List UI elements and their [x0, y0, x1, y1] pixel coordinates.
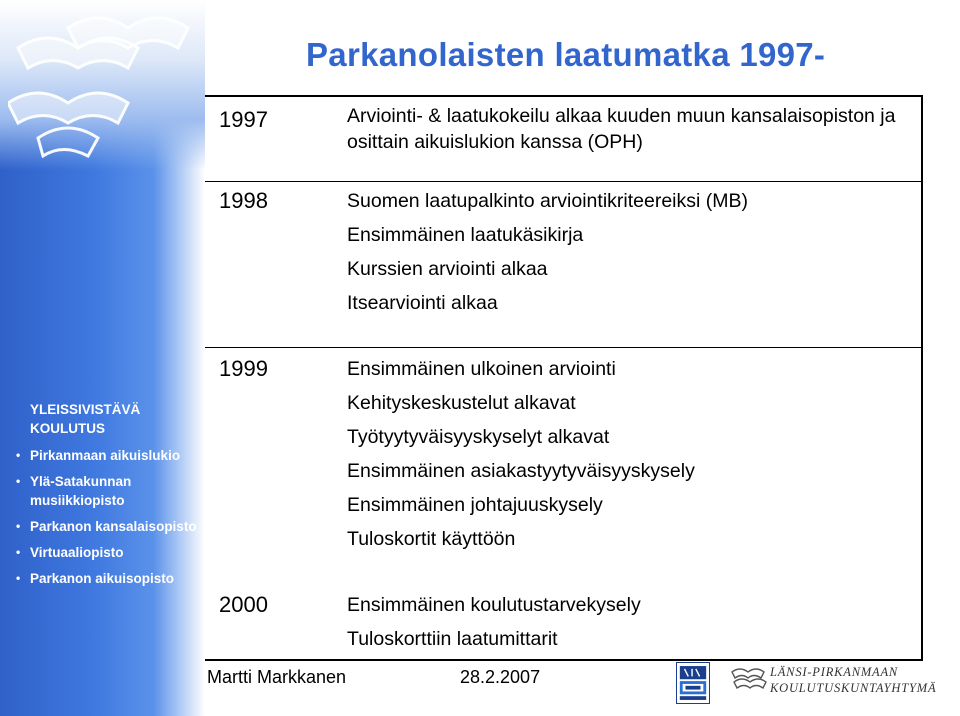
- bullet-icon: •: [16, 448, 21, 462]
- sidebar-item: • Pirkanmaan aikuislukio: [16, 448, 181, 463]
- description-line: Suomen laatupalkinto arviointikriteereiksi (MB): [347, 190, 748, 212]
- timeline-table: [205, 95, 923, 661]
- sidebar: [0, 0, 205, 716]
- description-line: Tuloskorttiin laatumittarit: [347, 628, 558, 650]
- sidebar-item: • Parkanon kansalaisopisto: [16, 519, 197, 534]
- table-row: [205, 97, 921, 181]
- description-line: Ensimmäinen laatukäsikirja: [347, 224, 584, 246]
- table-row: [205, 181, 921, 348]
- description-line: Kehityskeskustelut alkavat: [347, 392, 576, 414]
- footer-date: 28.2.2007: [460, 667, 541, 687]
- description-line: Itsearviointi alkaa: [347, 292, 498, 314]
- description-line: Ensimmäinen koulutustarvekysely: [347, 594, 641, 616]
- description-line: Ensimmäinen johtajuuskysely: [347, 494, 603, 516]
- description-cell: [347, 184, 907, 320]
- bullet-icon: •: [16, 545, 21, 559]
- year-cell: 2000: [219, 592, 268, 617]
- sidebar-item: • Ylä-Satakunnan musiikkiopisto: [16, 474, 132, 508]
- description-line: osittain aikuislukion kanssa (OPH): [347, 131, 643, 153]
- footer-author: Martti Markkanen: [207, 667, 347, 687]
- bullet-icon: •: [16, 519, 21, 533]
- organization-name: LÄNSI-PIRKANMAAN KOULUTUSKUNTAYHTYMÄ: [770, 665, 937, 695]
- book-logo-icon: [730, 662, 768, 694]
- description-line: Kurssien arviointi alkaa: [347, 258, 548, 280]
- sidebar-item: • Virtuaaliopisto: [16, 545, 124, 560]
- description-line: Ensimmäinen ulkoinen arviointi: [347, 358, 616, 380]
- table-row: [205, 590, 921, 661]
- open-books-logo-icon: [8, 8, 198, 158]
- description-cell: [347, 103, 907, 155]
- sidebar-item: • Parkanon aikuisopisto: [16, 571, 175, 586]
- bullet-icon: •: [16, 474, 21, 488]
- description-line: Arviointi- & laatukokeilu alkaa kuuden muun kansalaisopiston ja: [347, 105, 896, 127]
- year-cell: 1997: [219, 107, 268, 132]
- table-row: [205, 347, 921, 591]
- sidebar-list: [16, 446, 200, 595]
- year-cell: 1998: [219, 188, 268, 213]
- dnv-certification-logo-icon: [676, 662, 710, 704]
- bullet-icon: •: [16, 571, 21, 585]
- description-line: Tuloskortit käyttöön: [347, 528, 516, 550]
- page-title: Parkanolaisten laatumatka 1997-: [306, 36, 826, 73]
- description-cell: [347, 588, 907, 656]
- description-cell: [347, 352, 907, 556]
- description-line: Ensimmäinen asiakastyytyväisyyskysely: [347, 460, 695, 482]
- year-cell: 1999: [219, 356, 268, 381]
- description-line: Työtyytyväisyyskyselyt alkavat: [347, 426, 610, 448]
- sidebar-heading: YLEISSIVISTÄVÄ KOULUTUS: [30, 402, 141, 436]
